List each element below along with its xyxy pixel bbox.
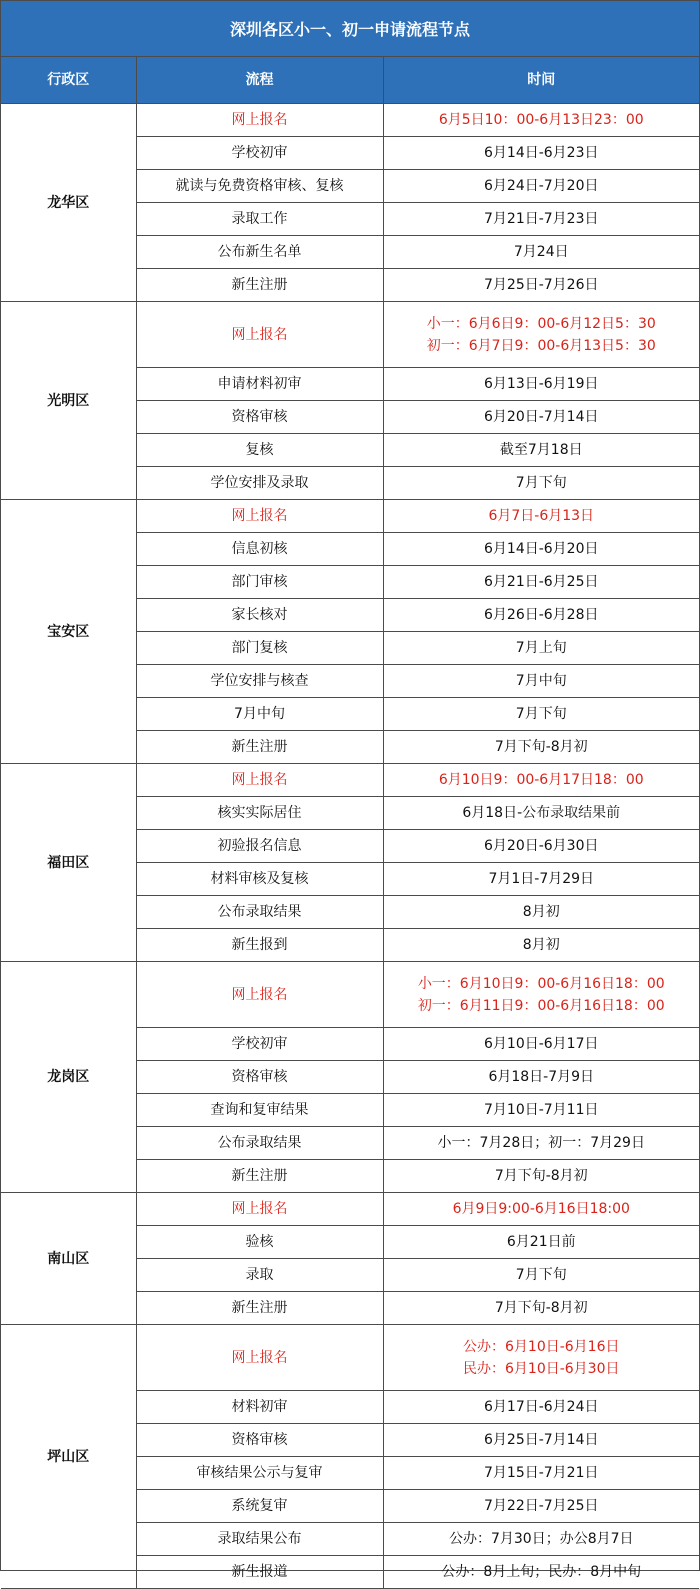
- time-line: 7月下旬-8月初: [494, 1168, 588, 1184]
- time-cell: [383, 566, 699, 599]
- time-cell: [383, 1127, 699, 1160]
- page-title: 深圳各区小一、初一申请流程节点: [1, 1, 699, 57]
- time-cell: [383, 665, 699, 698]
- schedule-table: [1, 57, 699, 1589]
- time-line: 7月上旬: [515, 640, 567, 656]
- time-line: 7月24日: [513, 244, 569, 260]
- process-cell: 新生注册: [136, 269, 383, 302]
- time-line: 6月14日-6月23日: [484, 145, 599, 161]
- time-line: 公办：8月上旬；民办：8月中旬: [441, 1564, 642, 1580]
- process-cell: 资格审核: [136, 401, 383, 434]
- process-cell: 新生注册: [136, 731, 383, 764]
- time-cell: [383, 170, 699, 203]
- process-cell: 验核: [136, 1226, 383, 1259]
- header-time: 时间: [383, 57, 699, 104]
- time-cell: [383, 896, 699, 929]
- process-cell: 信息初核: [136, 533, 383, 566]
- time-cell: [383, 236, 699, 269]
- process-cell: 新生注册: [136, 1292, 383, 1325]
- time-cell: [383, 599, 699, 632]
- process-cell: 审核结果公示与复审: [136, 1457, 383, 1490]
- time-cell: [383, 104, 699, 137]
- time-line: 6月21日前: [506, 1234, 576, 1250]
- table-row: [1, 1325, 699, 1391]
- time-cell: [383, 434, 699, 467]
- time-cell: [383, 1160, 699, 1193]
- process-cell: 材料初审: [136, 1391, 383, 1424]
- time-cell: [383, 731, 699, 764]
- process-cell: 公布新生名单: [136, 236, 383, 269]
- table-row: [1, 1193, 699, 1226]
- time-line: 7月15日-7月21日: [484, 1465, 599, 1481]
- district-cell: 南山区: [1, 1193, 136, 1325]
- time-line: 6月10日-6月17日: [484, 1036, 599, 1052]
- time-line: 6月20日-6月30日: [484, 838, 599, 854]
- process-cell: 家长核对: [136, 599, 383, 632]
- time-cell: [383, 368, 699, 401]
- time-cell: [383, 500, 699, 533]
- process-cell: 部门复核: [136, 632, 383, 665]
- process-cell: 学位安排及录取: [136, 467, 383, 500]
- process-cell: 公布录取结果: [136, 896, 383, 929]
- time-line: 初一：6月11日9：00-6月16日18：00: [417, 997, 665, 1014]
- table-row: [1, 104, 699, 137]
- time-cell: [383, 1061, 699, 1094]
- time-cell: [383, 302, 699, 368]
- time-line: 6月18日-公布录取结果前: [462, 805, 621, 821]
- time-line: 6月5日10：00-6月13日23：00: [438, 112, 644, 128]
- time-line: 6月7日-6月13日: [488, 508, 595, 524]
- district-cell: 宝安区: [1, 500, 136, 764]
- process-cell: 网上报名: [136, 962, 383, 1028]
- time-line: 初一：6月7日9：00-6月13日5：30: [426, 337, 656, 354]
- time-line: 6月21日-6月25日: [484, 574, 599, 590]
- header-process: 流程: [136, 57, 383, 104]
- time-cell: [383, 1391, 699, 1424]
- process-cell: 系统复审: [136, 1490, 383, 1523]
- time-cell: [383, 1325, 699, 1391]
- time-line: 小一：7月28日；初一：7月29日: [437, 1135, 645, 1151]
- time-line: 7月下旬-8月初: [494, 739, 588, 755]
- process-cell: 网上报名: [136, 500, 383, 533]
- time-line: 7月下旬-8月初: [494, 1300, 588, 1316]
- process-cell: 复核: [136, 434, 383, 467]
- time-line: 截至7月18日: [499, 442, 583, 458]
- time-line: 7月21日-7月23日: [484, 211, 599, 227]
- time-cell: [383, 467, 699, 500]
- process-cell: 网上报名: [136, 104, 383, 137]
- process-cell: 就读与免费资格审核、复核: [136, 170, 383, 203]
- process-cell: 网上报名: [136, 1325, 383, 1391]
- process-cell: 学位安排与核查: [136, 665, 383, 698]
- process-cell: 部门审核: [136, 566, 383, 599]
- process-cell: 申请材料初审: [136, 368, 383, 401]
- process-cell: 7月中旬: [136, 698, 383, 731]
- time-cell: [383, 863, 699, 896]
- time-line: 6月14日-6月20日: [484, 541, 599, 557]
- process-cell: 资格审核: [136, 1424, 383, 1457]
- time-cell: [383, 401, 699, 434]
- time-cell: [383, 1226, 699, 1259]
- process-cell: 查询和复审结果: [136, 1094, 383, 1127]
- time-cell: [383, 929, 699, 962]
- time-cell: [383, 1094, 699, 1127]
- time-cell: [383, 533, 699, 566]
- time-cell: [383, 1259, 699, 1292]
- time-line: 6月25日-7月14日: [484, 1432, 599, 1448]
- time-line: 7月中旬: [515, 673, 567, 689]
- time-line: 8月初: [522, 937, 560, 953]
- time-line: 6月24日-7月20日: [484, 178, 599, 194]
- time-cell: [383, 830, 699, 863]
- time-line: 6月9日9:00-6月16日18:00: [452, 1201, 630, 1217]
- process-cell: 网上报名: [136, 302, 383, 368]
- process-cell: 材料审核及复核: [136, 863, 383, 896]
- time-cell: [383, 1490, 699, 1523]
- district-cell: 坪山区: [1, 1325, 136, 1589]
- time-line: 6月20日-7月14日: [484, 409, 599, 425]
- process-cell: 资格审核: [136, 1061, 383, 1094]
- time-line: 7月25日-7月26日: [484, 277, 599, 293]
- process-cell: 录取结果公布: [136, 1523, 383, 1556]
- time-cell: [383, 797, 699, 830]
- time-cell: [383, 1193, 699, 1226]
- time-line: 7月下旬: [515, 475, 567, 491]
- district-cell: 光明区: [1, 302, 136, 500]
- process-cell: 公布录取结果: [136, 1127, 383, 1160]
- table-row: [1, 962, 699, 1028]
- process-cell: 学校初审: [136, 137, 383, 170]
- district-cell: 福田区: [1, 764, 136, 962]
- district-cell: 龙岗区: [1, 962, 136, 1193]
- time-cell: [383, 203, 699, 236]
- process-cell: 初验报名信息: [136, 830, 383, 863]
- time-cell: [383, 1556, 699, 1589]
- time-cell: [383, 137, 699, 170]
- time-line: 小一：6月6日9：00-6月12日5：30: [426, 315, 656, 332]
- table-row: [1, 500, 699, 533]
- time-line: 7月1日-7月29日: [488, 871, 595, 887]
- header-row: [1, 57, 699, 104]
- time-line: 6月13日-6月19日: [484, 376, 599, 392]
- time-line: 8月初: [522, 904, 560, 920]
- time-cell: [383, 698, 699, 731]
- time-line: 6月10日9：00-6月17日18：00: [438, 772, 644, 788]
- time-line: 6月26日-6月28日: [484, 607, 599, 623]
- process-cell: 新生注册: [136, 1160, 383, 1193]
- time-cell: [383, 1424, 699, 1457]
- process-cell: 网上报名: [136, 1193, 383, 1226]
- time-line: 6月17日-6月24日: [484, 1399, 599, 1415]
- time-cell: [383, 269, 699, 302]
- time-cell: [383, 1028, 699, 1061]
- process-cell: 网上报名: [136, 764, 383, 797]
- process-cell: 录取: [136, 1259, 383, 1292]
- time-line: 小一：6月10日9：00-6月16日18：00: [417, 975, 665, 992]
- district-cell: 龙华区: [1, 104, 136, 302]
- process-cell: 核实实际居住: [136, 797, 383, 830]
- time-line: 7月10日-7月11日: [484, 1102, 599, 1118]
- time-line: 公办：6月10日-6月16日: [463, 1338, 620, 1355]
- time-cell: [383, 764, 699, 797]
- time-line: 7月22日-7月25日: [484, 1498, 599, 1514]
- time-line: 7月下旬: [515, 706, 567, 722]
- header-district: 行政区: [1, 57, 136, 104]
- process-cell: 新生报到: [136, 929, 383, 962]
- time-cell: [383, 632, 699, 665]
- table-body: [1, 104, 699, 1589]
- time-line: 6月18日-7月9日: [488, 1069, 595, 1085]
- process-cell: 学校初审: [136, 1028, 383, 1061]
- table-row: [1, 302, 699, 368]
- time-cell: [383, 962, 699, 1028]
- time-line: 公办：7月30日；办公8月7日: [448, 1531, 634, 1547]
- table-row: [1, 764, 699, 797]
- time-cell: [383, 1292, 699, 1325]
- process-cell: 新生报道: [136, 1556, 383, 1589]
- time-cell: [383, 1523, 699, 1556]
- process-cell: 录取工作: [136, 203, 383, 236]
- time-line: 7月下旬: [515, 1267, 567, 1283]
- time-cell: [383, 1457, 699, 1490]
- time-line: 民办：6月10日-6月30日: [463, 1360, 620, 1377]
